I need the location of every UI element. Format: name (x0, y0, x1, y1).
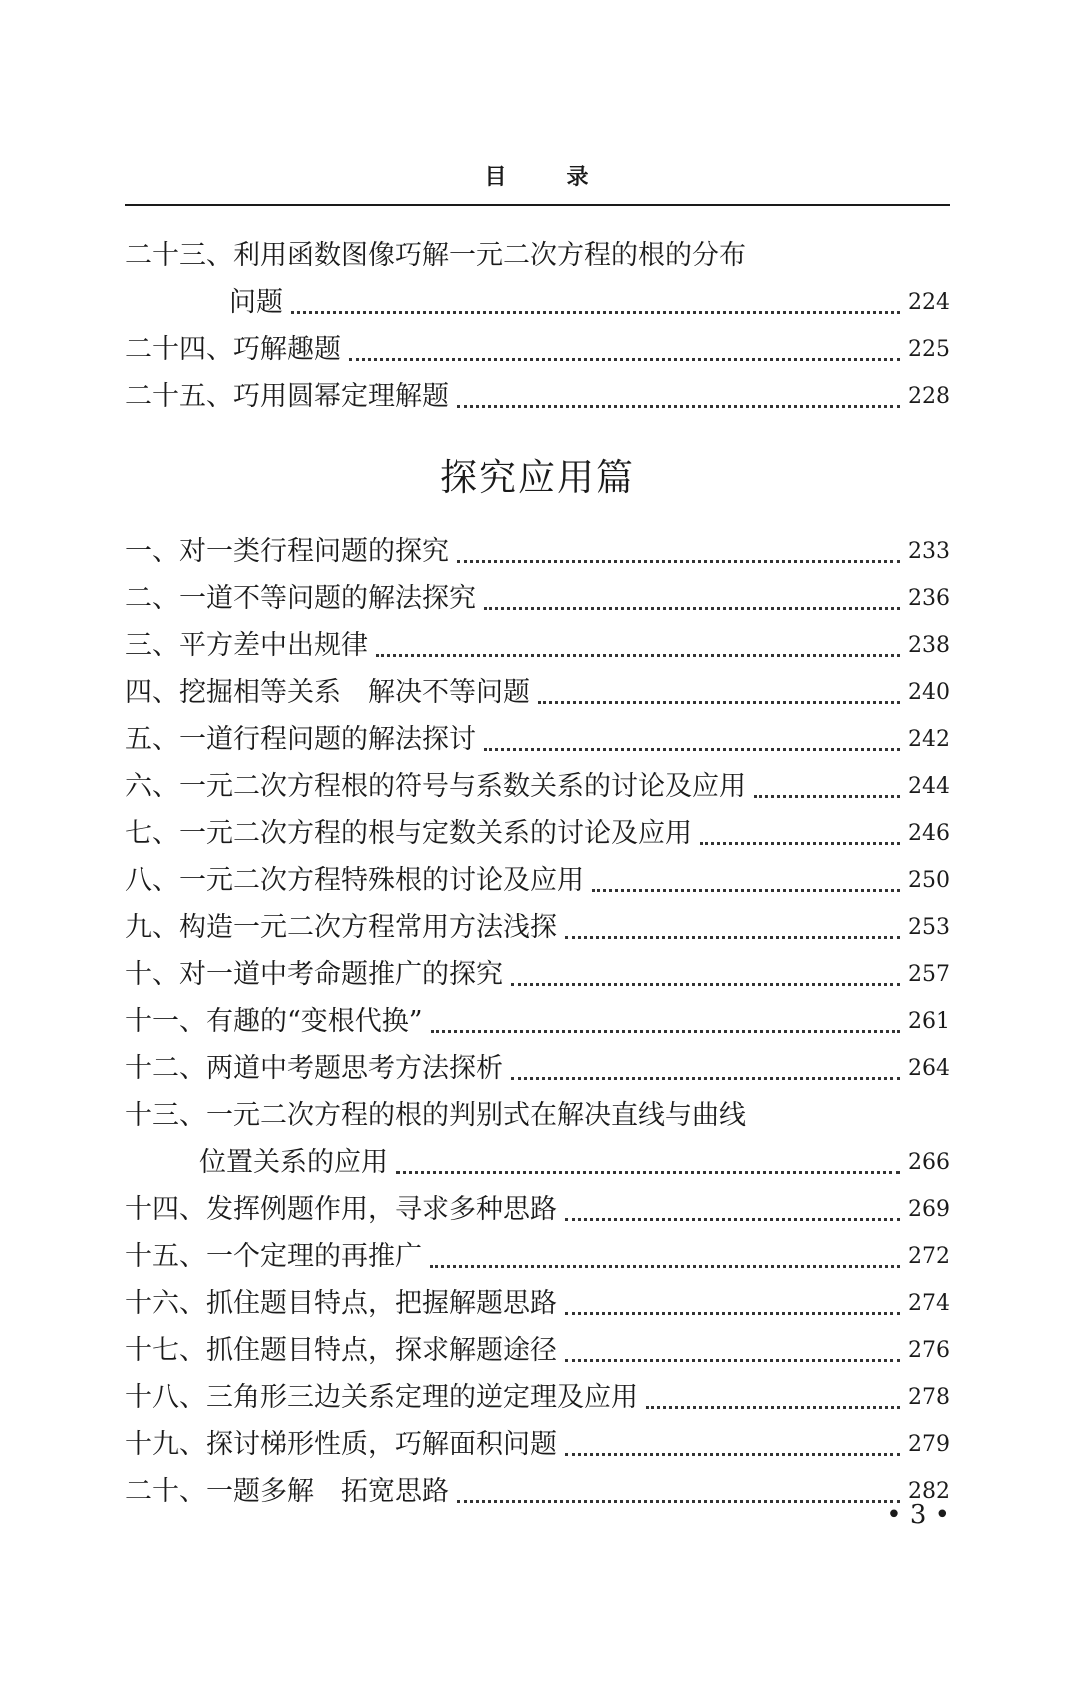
toc-entry-title: 六、一元二次方程根的符号与系数关系的讨论及应用 (125, 771, 746, 802)
toc-entry-wrap (125, 232, 950, 279)
dot-leader (565, 1312, 900, 1315)
toc-entry-title: 十五、一个定理的再推广 (125, 1241, 422, 1272)
toc-entry-page: 233 (908, 539, 950, 564)
toc-entry-page: 238 (908, 633, 950, 658)
toc-entry-page: 244 (908, 774, 950, 799)
toc-entry-title: 十四、发挥例题作用，寻求多种思路 (125, 1194, 557, 1225)
toc-entry-page: 269 (908, 1197, 950, 1222)
toc-entry (125, 528, 950, 575)
toc-entry-page: 236 (908, 586, 950, 611)
toc-entry-page: 253 (908, 915, 950, 940)
toc-entry-title: 十二、两道中考题思考方法探析 (125, 1053, 503, 1084)
toc-entry-title: 九、构造一元二次方程常用方法浅探 (125, 912, 557, 943)
toc-entry-page: 272 (908, 1244, 950, 1269)
table-of-contents (125, 232, 950, 1515)
toc-entry-title: 十三、一元二次方程的根的判别式在解决直线与曲线 (125, 1100, 746, 1131)
dot-leader (430, 1265, 900, 1268)
dot-leader (376, 654, 900, 657)
toc-entry-page: 261 (908, 1009, 950, 1034)
toc-entry (125, 904, 950, 951)
dot-leader (538, 701, 900, 704)
toc-entry-page: 276 (908, 1338, 950, 1363)
running-head (125, 160, 950, 191)
toc-part-1 (125, 232, 950, 420)
toc-entry (125, 1468, 950, 1515)
toc-part-2 (125, 528, 950, 1515)
toc-entry (125, 575, 950, 622)
toc-entry (125, 1233, 950, 1280)
dot-leader (457, 560, 900, 563)
page-number: • 3 • (886, 1500, 950, 1530)
toc-entry-title: 一、对一类行程问题的探究 (125, 536, 449, 567)
toc-entry-page: 279 (908, 1432, 950, 1457)
toc-entry-title: 三、平方差中出规律 (125, 630, 368, 661)
header-rule (125, 204, 950, 206)
toc-entry (125, 279, 950, 326)
toc-entry (125, 326, 950, 373)
dot-leader (349, 358, 900, 361)
toc-entry-title: 十九、探讨梯形性质，巧解面积问题 (125, 1429, 557, 1460)
toc-entry (125, 810, 950, 857)
toc-entry-title: 十六、抓住题目特点，把握解题思路 (125, 1288, 557, 1319)
dot-leader (565, 1359, 900, 1362)
toc-entry (125, 1139, 950, 1186)
toc-entry-title: 七、一元二次方程的根与定数关系的讨论及应用 (125, 818, 692, 849)
toc-entry-page: 240 (908, 680, 950, 705)
section-title: 探究应用篇 (440, 456, 635, 499)
dot-leader (565, 1453, 900, 1456)
toc-entry-title: 十一、有趣的“变根代换” (125, 1006, 423, 1037)
toc-entry-title: 十七、抓住题目特点，探求解题途径 (125, 1335, 557, 1366)
toc-entry-title: 十、对一道中考命题推广的探究 (125, 959, 503, 990)
toc-entry-title: 四、挖掘相等关系 解决不等问题 (125, 677, 530, 708)
toc-entry (125, 1421, 950, 1468)
dot-leader (457, 405, 900, 408)
toc-entry-title: 二、一道不等问题的解法探究 (125, 583, 476, 614)
toc-entry-title: 十八、三角形三边关系定理的逆定理及应用 (125, 1382, 638, 1413)
toc-entry-page: 246 (908, 821, 950, 846)
dot-leader (431, 1030, 900, 1033)
toc-entry (125, 998, 950, 1045)
toc-entry-title: 二十五、巧用圆幂定理解题 (125, 381, 449, 412)
toc-entry (125, 373, 950, 420)
dot-leader (484, 607, 900, 610)
toc-entry (125, 1374, 950, 1421)
toc-entry-page: 274 (908, 1291, 950, 1316)
dot-leader (457, 1500, 900, 1503)
toc-entry (125, 1186, 950, 1233)
toc-entry (125, 951, 950, 998)
dot-leader (511, 983, 900, 986)
dot-leader (565, 936, 900, 939)
toc-entry-title: 二十、一题多解 拓宽思路 (125, 1476, 449, 1507)
toc-entry-page: 278 (908, 1385, 950, 1410)
dot-leader (700, 842, 900, 845)
toc-entry (125, 1045, 950, 1092)
toc-entry-title: 问题 (229, 287, 283, 318)
toc-entry (125, 1280, 950, 1327)
toc-entry (125, 1327, 950, 1374)
dot-leader (291, 311, 900, 314)
toc-entry-page: 257 (908, 962, 950, 987)
toc-entry-title: 五、一道行程问题的解法探讨 (125, 724, 476, 755)
toc-entry-page: 264 (908, 1056, 950, 1081)
toc-entry-title: 位置关系的应用 (199, 1147, 388, 1178)
toc-entry-page: 224 (908, 290, 950, 315)
toc-entry (125, 622, 950, 669)
toc-entry-page: 282 (908, 1479, 950, 1504)
dot-leader (396, 1171, 900, 1174)
running-head-right: 录 (566, 164, 591, 190)
toc-entry-title: 二十三、利用函数图像巧解一元二次方程的根的分布 (125, 240, 746, 271)
toc-entry-page: 266 (908, 1150, 950, 1175)
running-head-left: 目 (484, 164, 509, 190)
toc-entry-title: 二十四、巧解趣题 (125, 334, 341, 365)
dot-leader (484, 748, 900, 751)
dot-leader (565, 1218, 900, 1221)
toc-entry-page: 228 (908, 384, 950, 409)
toc-entry-page: 225 (908, 337, 950, 362)
toc-entry-title: 八、一元二次方程特殊根的讨论及应用 (125, 865, 584, 896)
dot-leader (754, 795, 900, 798)
toc-entry (125, 763, 950, 810)
toc-entry (125, 716, 950, 763)
toc-entry-page: 250 (908, 868, 950, 893)
toc-entry-wrap (125, 1092, 950, 1139)
toc-entry (125, 669, 950, 716)
dot-leader (592, 889, 900, 892)
toc-entry-page: 242 (908, 727, 950, 752)
dot-leader (646, 1406, 900, 1409)
toc-entry (125, 857, 950, 904)
dot-leader (511, 1077, 900, 1080)
